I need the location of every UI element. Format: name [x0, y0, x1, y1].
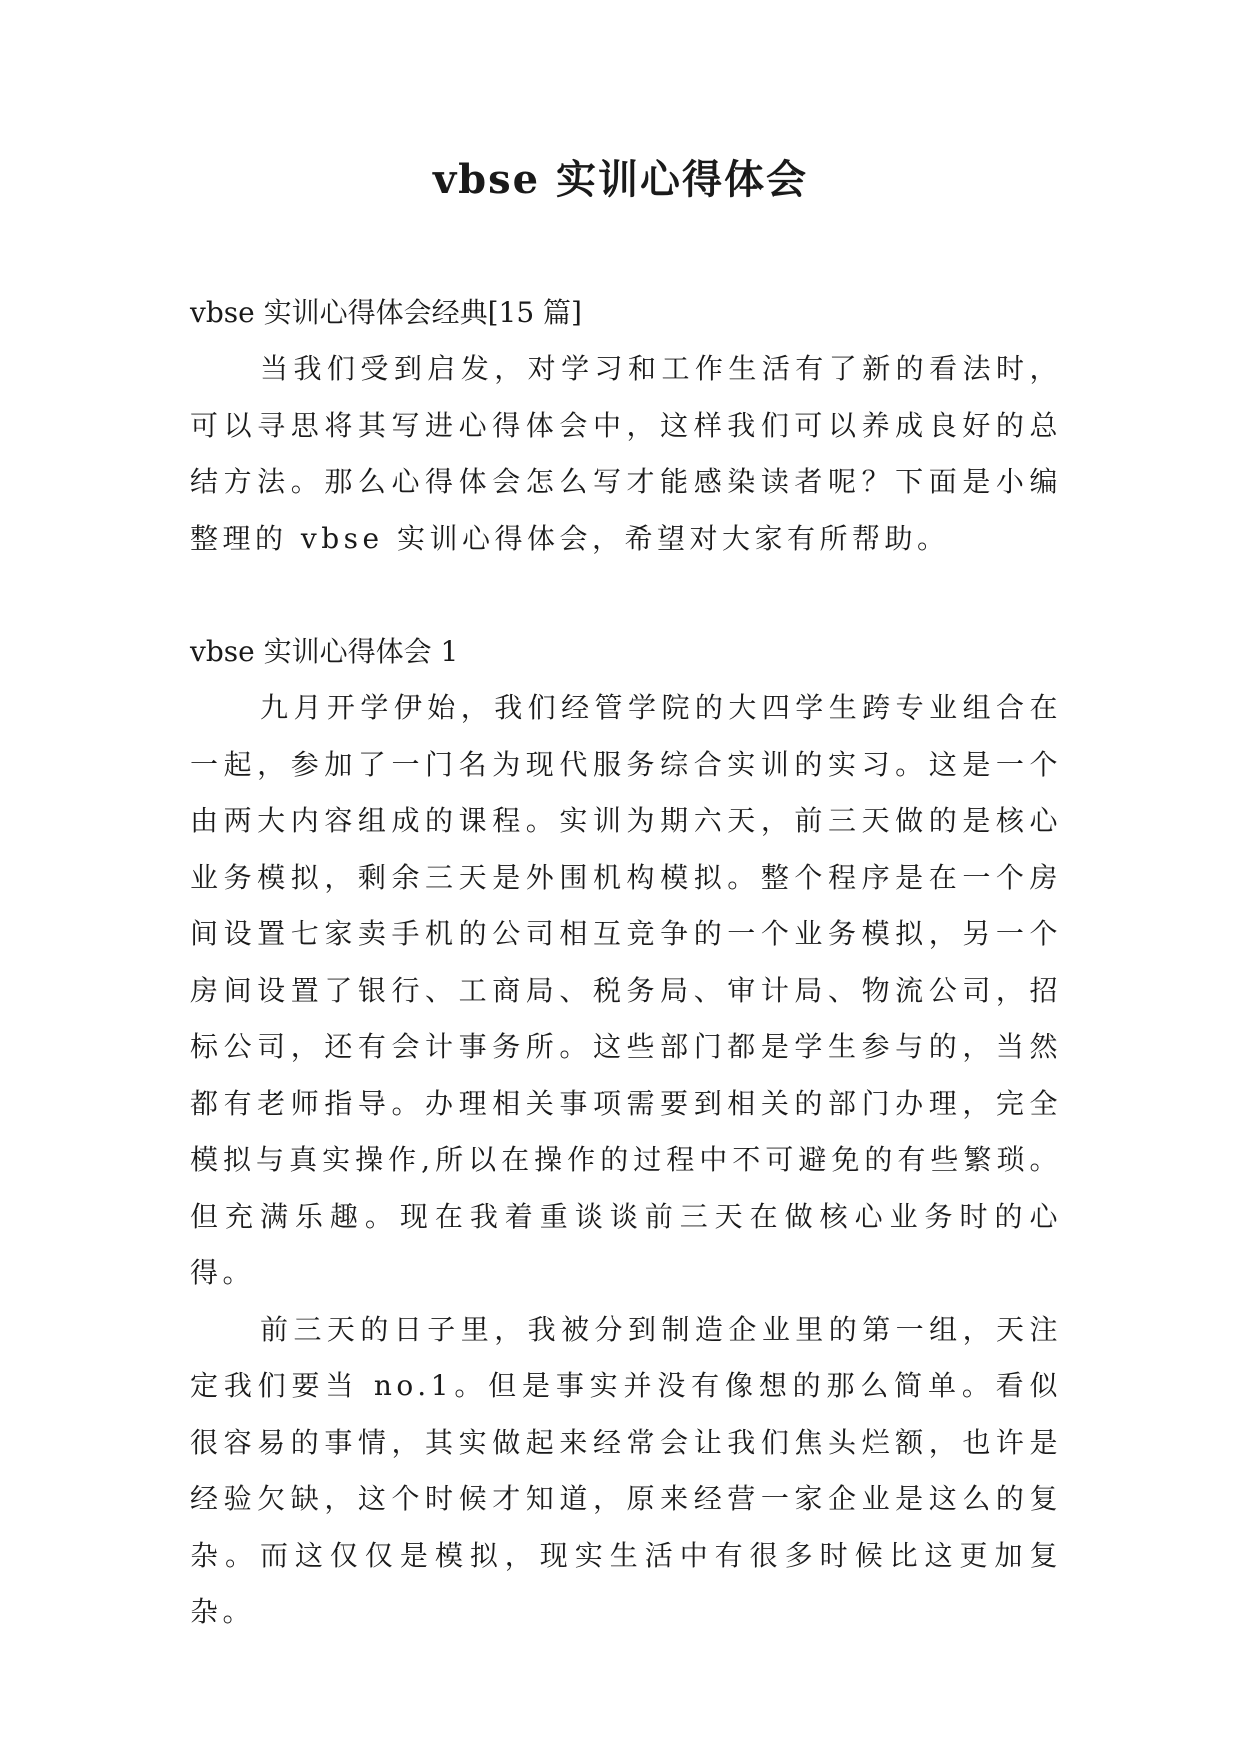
section-1-paragraph-1: 九月开学伊始，我们经管学院的大四学生跨专业组合在一起，参加了一门名为现代服务综合实训的实习。这是一个由两大内容组成的课程。实训为期六天，前三天做的是核心业务模拟，剩余三天是外围机构模拟。整个程序是在一个房间设置七家卖手机的公司相互竞争的一个业务模拟，另一个房间设置了银行、工商局、税务局、审计局、物流公司，招标公司，还有会计事务所。这些部门都是学生参与的，当然都有老师指导。办理相关事项需要到相关的部门办理，完全模拟与真实操作,所以在操作的过程中不可避免的有些繁琐。但充满乐趣。现在我着重谈谈前三天在做核心业务时的心得。	[190, 691, 1062, 1289]
intro-paragraph: 当我们受到启发，对学习和工作生活有了新的看法时，可以寻思将其写进心得体会中，这样我们可以养成良好的总结方法。那么心得体会怎么写才能感染读者呢？下面是小编整理的 vbse 实训心得体会，希望对大家有所帮助。	[190, 352, 1062, 555]
document-title: vbse 实训心得体会	[432, 156, 809, 203]
intro-heading: vbse 实训心得体会经典[15 篇]	[190, 296, 582, 329]
section-1-heading: vbse 实训心得体会 1	[190, 635, 459, 668]
document-body	[190, 285, 1062, 1641]
section-spacer	[190, 567, 1062, 624]
section-1-paragraph-2: 前三天的日子里，我被分到制造企业里的第一组，天注定我们要当 no.1。但是事实并没有像想的那么简单。看似很容易的事情，其实做起来经常会让我们焦头烂额，也许是经验欠缺，这个时候才知道，原来经营一家企业是这么的复杂。而这仅仅是模拟，现实生活中有很多时候比这更加复杂。	[190, 1312, 1062, 1628]
